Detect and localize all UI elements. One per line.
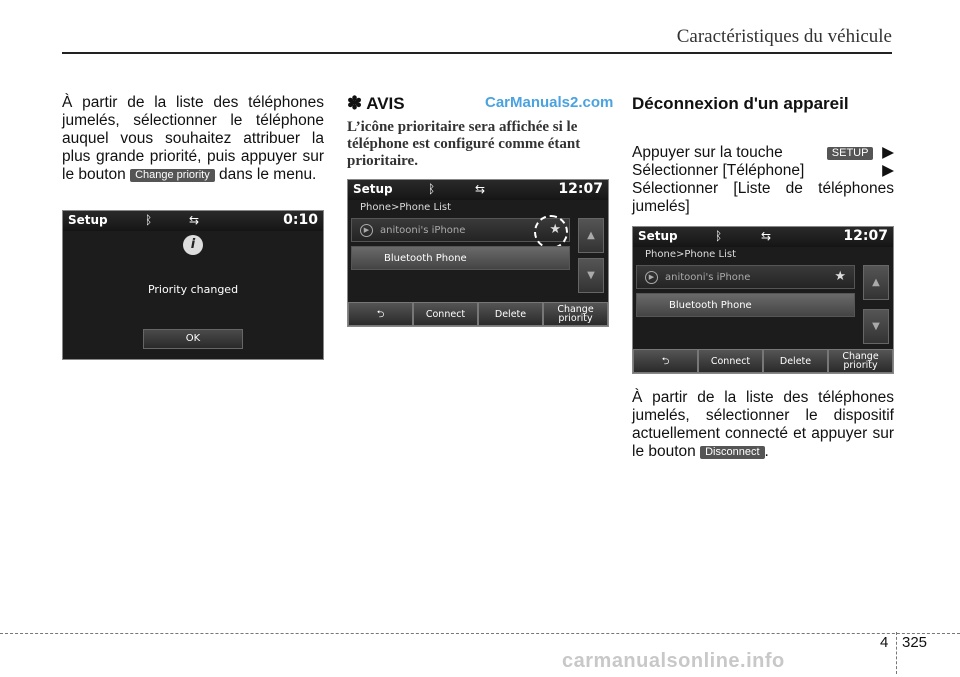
- col3-para2: [632, 389, 894, 461]
- usb-icon: ⇆: [475, 182, 486, 196]
- arrow-right-icon: ▶: [882, 162, 894, 179]
- priority-star-icon: ★: [549, 222, 561, 237]
- bluetooth-icon: ᛒ: [145, 213, 153, 227]
- list-item[interactable]: [636, 293, 855, 317]
- connect-button[interactable]: Connect: [413, 302, 478, 326]
- usb-icon: ⇆: [189, 213, 200, 227]
- priority-changed-screen: [62, 210, 324, 360]
- breadcrumb: Phone>Phone List: [645, 249, 736, 260]
- phone-list-screen-2: [632, 226, 894, 374]
- avis-title: [347, 93, 405, 114]
- back-arrow-icon: ⮌: [661, 355, 670, 367]
- scroll-down-button[interactable]: ▼: [863, 309, 889, 344]
- col1-text: [62, 94, 324, 184]
- change-priority-softkey[interactable]: Change priority: [543, 302, 608, 326]
- list-item[interactable]: [636, 265, 855, 289]
- screen-status-bar: [63, 211, 323, 231]
- change-priority-button[interactable]: Change priority: [130, 169, 215, 182]
- setup-button[interactable]: SETUP: [827, 147, 874, 160]
- info-icon: i: [183, 235, 203, 255]
- device-name: Bluetooth Phone: [384, 253, 467, 264]
- screen-title: Setup: [68, 213, 108, 227]
- disconnect-button[interactable]: Disconnect: [700, 446, 764, 459]
- col3-pre: sur le bouton: [632, 425, 894, 460]
- footer-watermark: carmanualsonline.info: [562, 650, 785, 672]
- avis-label: AVIS: [366, 94, 405, 113]
- arrow-right-icon: ▶: [877, 144, 894, 161]
- page-separator: [896, 632, 898, 674]
- step2-text: Sélectionner [Téléphone]: [632, 162, 805, 179]
- scroll-up-button[interactable]: ▲: [863, 265, 889, 300]
- scroll-up-button[interactable]: ▲: [578, 218, 604, 253]
- play-icon: ▶: [360, 224, 373, 237]
- screen-status-bar: [633, 227, 893, 247]
- back-button[interactable]: [633, 349, 698, 373]
- avis-icon: ✽: [347, 93, 363, 113]
- softkey-bar: [633, 349, 893, 373]
- avis-text: L’icône prioritaire sera affichée si le téléphone est configuré comme étant prioritaire.: [347, 119, 581, 169]
- back-button[interactable]: [348, 302, 413, 326]
- step3-text: Sélectionner [Liste de téléphones jumelés]: [632, 180, 894, 215]
- screen-time: 0:10: [283, 212, 318, 228]
- screen-status-bar: [348, 180, 608, 200]
- bluetooth-icon: ᛒ: [715, 229, 723, 243]
- col3-post: .: [764, 443, 769, 460]
- footer-rule: [0, 633, 960, 634]
- device-name: Bluetooth Phone: [669, 300, 752, 311]
- delete-button[interactable]: Delete: [478, 302, 543, 326]
- priority-star-icon: ★: [834, 269, 846, 284]
- screen-time: 12:07: [558, 181, 603, 197]
- header-rule: [62, 52, 892, 54]
- device-name: anitooni's iPhone: [665, 272, 751, 283]
- device-name: anitooni's iPhone: [380, 225, 466, 236]
- col1-paragraph: À partir de la liste des téléphones jumelés, sélectionner le téléphone auquel vous souhaitez attribuer la plus grande priorité, puis appuyer: [62, 94, 324, 165]
- col1-pre: sur le bouton: [62, 148, 324, 183]
- connect-button[interactable]: Connect: [698, 349, 763, 373]
- section-heading: Déconnexion d'un appareil: [632, 94, 849, 113]
- delete-button[interactable]: Delete: [763, 349, 828, 373]
- screen-title: Setup: [638, 229, 678, 243]
- step1-text: Appuyer sur la touche: [632, 144, 783, 161]
- dialog-message: Priority changed: [147, 283, 239, 296]
- col3-steps: [632, 144, 894, 216]
- col3-paragraph: À partir de la liste des téléphones jumelés, sélectionner le dispositif actuellement connecté et appuyer: [632, 389, 894, 442]
- list-item[interactable]: [351, 246, 570, 270]
- col1-post: dans le menu.: [219, 166, 317, 183]
- screen-time: 12:07: [843, 228, 888, 244]
- page-header-title: Caractéristiques du véhicule: [676, 26, 892, 47]
- bluetooth-icon: ᛒ: [428, 182, 436, 196]
- play-icon: ▶: [645, 271, 658, 284]
- phone-list-screen-1: [347, 179, 609, 327]
- page-number: 325: [902, 634, 928, 651]
- scroll-down-button[interactable]: ▼: [578, 258, 604, 293]
- screen-title: Setup: [353, 182, 393, 196]
- back-arrow-icon: ⮌: [376, 308, 385, 320]
- change-priority-softkey[interactable]: Change priority: [828, 349, 893, 373]
- softkey-bar: [348, 302, 608, 326]
- ok-button[interactable]: OK: [143, 329, 243, 349]
- chapter-number: 4: [880, 634, 889, 651]
- highlight-circle: [534, 215, 568, 249]
- breadcrumb: Phone>Phone List: [360, 202, 451, 213]
- watermark-link[interactable]: CarManuals2.com: [485, 94, 614, 111]
- usb-icon: ⇆: [761, 229, 772, 243]
